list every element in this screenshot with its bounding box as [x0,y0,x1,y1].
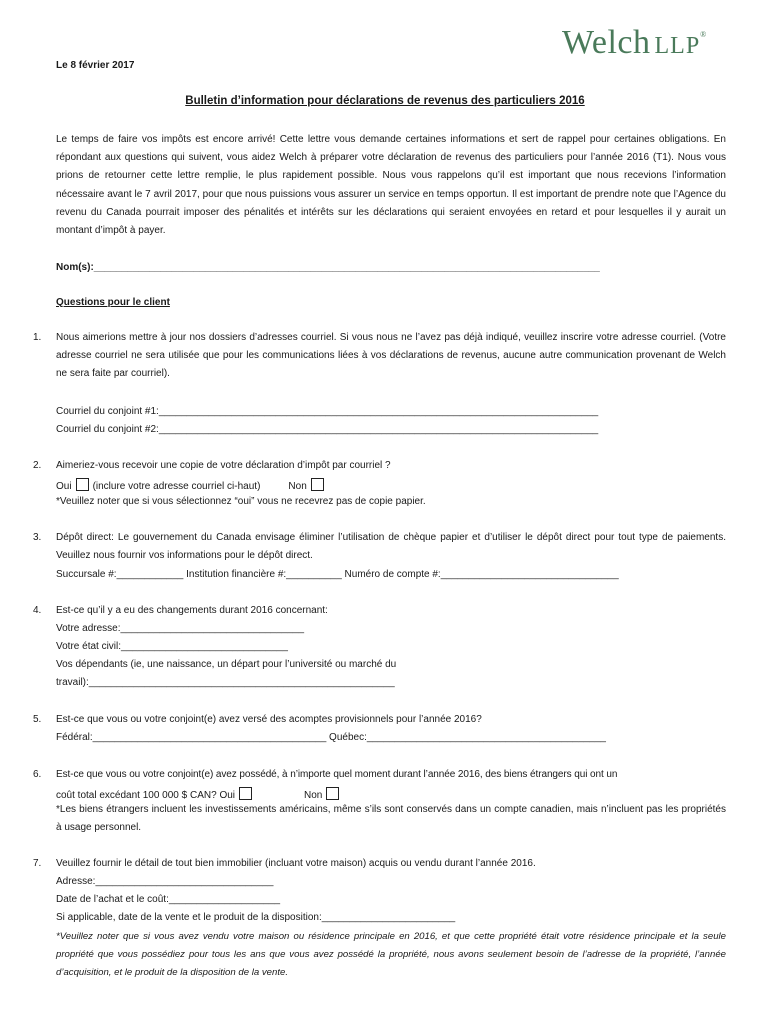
welch-logo [562,24,706,62]
spouse1-email-field[interactable]: Courriel du conjoint #1:_______________________________________________________________________________ [56,406,599,417]
letter-date: Le 8 février 2017 [56,60,135,71]
q1-text: Nous aimerions mettre à jour nos dossiers d’adresses courriel. Si vous nous ne l’avez pas déjà indiqué, veuillez inscrire votre adresse courriel. (Votre adresse courriel ne sera utilisée que pour les communications liées à vos déclarations de revenus, aucune autre communication provenant de Welch ne sera faite par courriel). [56,332,726,380]
q4-civil-status-field[interactable]: Votre état civil:______________________________ [56,641,288,652]
q3-number: 3. [33,532,42,543]
q7-sale-field[interactable]: Si applicable, date de la vente et le produit de la disposition:________________________ [56,912,456,923]
q5-number: 5. [33,714,42,725]
names-field[interactable]: Nom(s):___________________________________________________________________________________________ [56,262,600,273]
q6-no-label: Non [304,790,323,801]
q2-note: *Veuillez noter que si vous sélectionnez “oui” vous ne recevrez pas de copie papier. [56,496,426,507]
spouse2-email-field[interactable]: Courriel du conjoint #2:_______________________________________________________________________________ [56,424,599,435]
q7-address-field[interactable]: Adresse:________________________________ [56,876,274,887]
q6-text-line2: coût total excédant 100 000 $ CAN? Oui [56,790,236,801]
q2-text: Aimeriez-vous recevoir une copie de votre déclaration d’impôt par courriel ? [56,460,391,471]
intro-paragraph: Le temps de faire vos impôts est encore arrivé! Cette lettre vous demande certaines informations et sert de rappel pour certaines obligations. En répondant aux questions qui suivent, vous aidez Welch à préparer votre déclaration de revenus des particuliers pour l’année 2016 (T1). Nous vous prions de retourner cette lettre remplie, le plus rapidement possible. Nous vous rappelons qu’il est important que nous recevions l’information nécessaire avant le 7 avril 2017, pour que nous puissions vous assurer un service en temps opportun. Il est important de prendre note que l’Agence du revenu du Canada pourrait imposer des pénalités et intérêts sur les déclarations qui seraient envoyées en retard et pour lesquelles il y aurait un montant d’impôt à payer. [56,134,726,237]
q5-text: Est-ce que vous ou votre conjoint(e) avez versé des acomptes provisionnels pour l’année 2016? [56,714,482,725]
q4-address-field[interactable]: Votre adresse:_________________________________ [56,623,305,634]
q6-number: 6. [33,769,42,780]
q5-installment-fields[interactable]: Fédéral:__________________________________________ Québec:___________________________________________ [56,732,606,743]
q4-text: Est-ce qu’il y a eu des changements durant 2016 concernant: [56,605,328,616]
q2-no-checkbox[interactable] [311,478,324,491]
q2-yes-checkbox[interactable] [76,478,89,491]
q6-no-checkbox[interactable] [326,787,339,800]
q7-number: 7. [33,858,42,869]
q6-options [56,787,343,801]
q6-yes-checkbox[interactable] [239,787,252,800]
q1-number: 1. [33,332,42,343]
q2-number: 2. [33,460,42,471]
q2-options [56,478,328,492]
document-title: Bulletin d’information pour déclarations de revenus des particuliers 2016 [185,95,585,107]
q2-yes-label: Oui [56,481,72,492]
q7-text: Veuillez fournir le détail de tout bien immobilier (incluant votre maison) acquis ou vendu durant l’année 2016. [56,858,536,869]
logo-registered: ® [700,30,707,39]
q3-text: Dépôt direct: Le gouvernement du Canada envisage éliminer l’utilisation de chèque papier et d’utiliser le dépôt direct pour tout type de paiements. Veuillez nous fournir vos informations pour le dépôt direct. [56,532,726,562]
q6-text-line1: Est-ce que vous ou votre conjoint(e) avez possédé, à n’importe quel moment durant l’année 2016, des biens étrangers qui ont un [56,769,618,780]
q4-work-field[interactable]: travail):_______________________________________________________ [56,677,395,688]
q7-note: *Veuillez noter que si vous avez vendu votre maison ou résidence principale en 2016, et que cette propriété était votre résidence principale et la seule propriété que vous possédiez pour tous les ans que vous avez possédé la propriété, nous avons seulement besoin de l’adresse de la propriété, l’année d’acquisition, et le produit de la disposition de la vente. [56,931,726,979]
logo-main: Welch [562,24,651,61]
q7-date-cost-field[interactable]: Date de l’achat et le coût:____________________ [56,894,281,905]
logo-suffix: LLP [654,33,701,59]
q2-no-label: Non [288,481,307,492]
q6-note: *Les biens étrangers incluent les investissements américains, même s’ils sont conservés dans un compte canadien, mais n’incluent pas les propriétés à usage personnel. [56,804,726,834]
questions-heading: Questions pour le client [56,297,170,308]
q2-yes-note: (inclure votre adresse courriel ci-haut) [92,481,261,492]
q4-number: 4. [33,605,42,616]
q3-deposit-fields[interactable]: Succursale #:____________ Institution financière #:__________ Numéro de compte #:________________________________ [56,569,619,580]
q4-dependants-label: Vos dépendants (ie, une naissance, un départ pour l’université ou marché du [56,659,397,670]
